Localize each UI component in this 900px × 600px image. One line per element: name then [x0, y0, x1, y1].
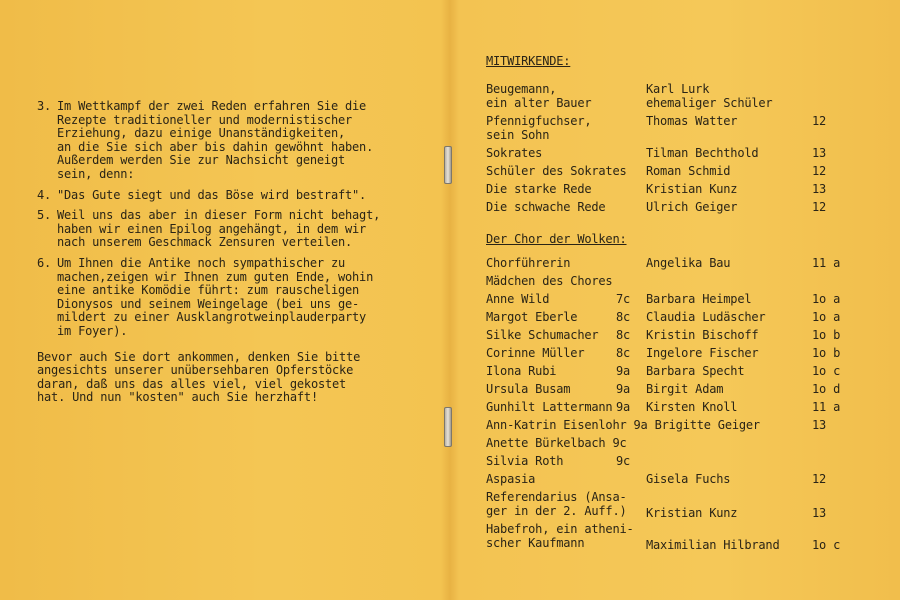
cast-row — [486, 182, 876, 200]
cast-row — [486, 82, 876, 114]
chor-row — [486, 364, 876, 382]
cast-role: Habefroh, ein atheni- scher Kaufmann — [486, 522, 634, 550]
chor-class-left: 9a — [616, 400, 631, 414]
cast-role: Die starke Rede — [486, 182, 592, 196]
cast-actor: Thomas Watter — [646, 114, 738, 128]
cast-role: Aspasia — [486, 472, 536, 486]
chor-row — [486, 436, 876, 454]
chor-name-left: Margot Eberle — [486, 310, 578, 324]
chor-class-right: 13 — [812, 418, 827, 432]
chor-name-left: Gunhilt Lattermann — [486, 400, 613, 414]
chor-class-left: 8c — [616, 346, 631, 360]
maedchen-label-row — [486, 274, 876, 292]
cast-actor: Gisela Fuchs — [646, 472, 731, 486]
cast-class: 11 a — [812, 256, 841, 270]
chor-class-left: 8c — [616, 310, 631, 324]
cast-role: Die schwache Rede — [486, 200, 606, 214]
chor-name-right: Ingelore Fischer — [646, 346, 759, 360]
cast-role: Chorführerin — [486, 256, 571, 270]
item-text: Weil uns das aber in dieser Form nicht behagt, haben wir einen Epilog angehängt, in dem wir nach unserem Geschmack Zensuren verteilen. — [57, 208, 381, 250]
chor-row — [486, 400, 876, 418]
chor-name-right: Claudia Ludäscher — [646, 310, 766, 324]
staple-bottom — [444, 407, 452, 447]
chor-class-right: 1o d — [812, 382, 841, 396]
chor-row — [486, 328, 876, 346]
heading-mitwirkende: MITWIRKENDE: — [486, 54, 571, 68]
left-page — [37, 100, 417, 405]
cast-row — [486, 114, 876, 146]
cast-role: Referendarius (Ansa- ger in der 2. Auff.) — [486, 490, 627, 518]
cast-actor: Kristian Kunz — [646, 506, 738, 520]
chor-row — [486, 346, 876, 364]
list-item-6 — [37, 257, 417, 339]
chor-name-right: Birgit Adam — [646, 382, 724, 396]
chor-row — [486, 454, 876, 472]
cast-actor: Kristian Kunz — [646, 182, 738, 196]
cast-row — [486, 200, 876, 218]
item-text: "Das Gute siegt und das Böse wird bestraft". — [57, 187, 367, 202]
chor-leader-row — [486, 256, 876, 274]
cast-row — [486, 490, 876, 522]
cast-actor: Roman Schmid — [646, 164, 731, 178]
chor-class-left: 9a — [616, 382, 631, 396]
chor-name-right: Kirsten Knoll — [646, 400, 738, 414]
heading-chor: Der Chor der Wolken: — [486, 232, 627, 246]
cast-row — [486, 146, 876, 164]
chor-name-left: Ann-Katrin Eisenlohr 9a Brigitte Geiger — [486, 418, 760, 432]
maedchen-label: Mädchen des Chores — [486, 274, 613, 288]
chor-class-left: 8c — [616, 328, 631, 342]
chor-class-left: 9a — [616, 364, 631, 378]
chor-row — [486, 418, 876, 436]
chor-name-left: Corinne Müller — [486, 346, 585, 360]
cast-role: Schüler des Sokrates — [486, 164, 627, 178]
cast-actor: Ulrich Geiger — [646, 200, 738, 214]
cast-row — [486, 164, 876, 182]
chor-name-left: Ursula Busam — [486, 382, 571, 396]
cast-role: Sokrates — [486, 146, 543, 160]
item-number: 3. — [37, 99, 52, 113]
chor-class-right: 1o a — [812, 292, 841, 306]
right-page — [486, 54, 876, 554]
chor-class-right: 1o a — [812, 310, 841, 324]
cast-class: 12 — [812, 472, 827, 486]
cast-class: 13 — [812, 146, 827, 160]
cast-class: 12 — [812, 114, 827, 128]
cast-class: 1o c — [812, 538, 841, 552]
item-number: 6. — [37, 255, 52, 270]
chor-row — [486, 292, 876, 310]
cast-actor: Tilman Bechthold — [646, 146, 759, 160]
cast-class: 12 — [812, 164, 827, 178]
chor-class-right: 1o c — [812, 364, 841, 378]
cast-role: Beugemann, ein alter Bauer — [486, 82, 592, 110]
cast-class: 13 — [812, 506, 827, 520]
cast-row — [486, 522, 876, 554]
cast-class: 13 — [812, 182, 827, 196]
chor-class-right: 1o b — [812, 328, 841, 342]
item-text: Um Ihnen die Antike noch sympathischer zu machen,zeigen wir Ihnen zum guten Ende, wohin eine antike Komödie führt: zum rauscheligen Dionysos und seinem Weingelage (bei uns ge- mildert zu einer Ausklangrotweinplauderparty im Foyer). — [57, 255, 374, 338]
chor-name-right: Barbara Heimpel — [646, 292, 752, 306]
cast-class: 12 — [812, 200, 827, 214]
cast-actor: Maximilian Hilbrand — [646, 538, 780, 552]
chor-name-right: Barbara Specht — [646, 364, 745, 378]
staple-top — [444, 146, 452, 184]
chor-name-left: Anette Bürkelbach 9c — [486, 436, 627, 450]
item-number: 4. — [37, 187, 52, 202]
list-item-4 — [37, 189, 417, 203]
closing-paragraph: Bevor auch Sie dort ankommen, denken Sie bitte angesichts unserer unübersehbaren Opferstöcke daran, daß uns das alles viel, viel gekostet hat. Und nun "kosten" auch Sie herzhaft! — [37, 349, 361, 405]
cast-actor: Karl Lurk ehemaliger Schüler — [646, 82, 773, 110]
item-number: 5. — [37, 208, 52, 223]
chor-row — [486, 382, 876, 400]
chor-class-left: 7c — [616, 292, 631, 306]
chor-name-left: Silvia Roth — [486, 454, 564, 468]
chor-name-left: Silke Schumacher — [486, 328, 599, 342]
cast-actor: Angelika Bau — [646, 256, 731, 270]
chor-row — [486, 310, 876, 328]
chor-name-left: Ilona Rubi — [486, 364, 557, 378]
chor-name-left: Anne Wild — [486, 292, 550, 306]
list-item-5 — [37, 209, 417, 250]
chor-class-right: 11 a — [812, 400, 841, 414]
cast-role: Pfennigfuchser, sein Sohn — [486, 114, 592, 142]
list-item-3 — [37, 100, 417, 182]
chor-class-right: 1o b — [812, 346, 841, 360]
cast-row — [486, 472, 876, 490]
chor-class-left: 9c — [616, 454, 631, 468]
chor-name-right: Kristin Bischoff — [646, 328, 759, 342]
item-text: Im Wettkampf der zwei Reden erfahren Sie die Rezepte traditioneller und modernistischer Erziehung, dazu einige Unanständigkeiten, an die Sie sich aber bis dahin gewöhnt haben. Außerdem werden Sie zur Nachsicht geneigt sein, denn: — [57, 99, 374, 181]
